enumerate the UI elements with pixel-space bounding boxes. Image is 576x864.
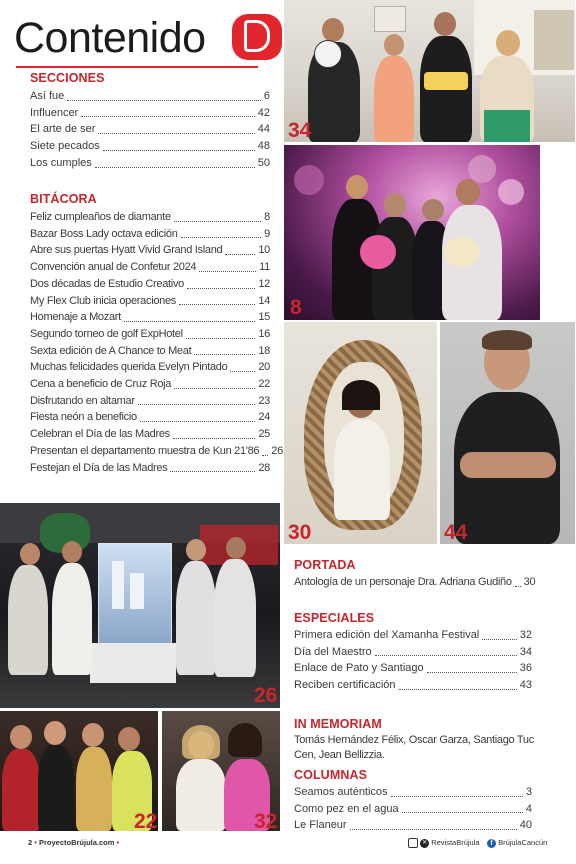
columnas-heading: COLUMNAS	[294, 768, 368, 782]
photo-classroom	[284, 0, 575, 142]
toc-page: 40	[519, 819, 532, 832]
photo-page-number: 8	[290, 296, 302, 319]
photo-two-women-festival	[162, 711, 280, 831]
toc-page: 24	[258, 411, 270, 424]
toc-leader	[81, 116, 254, 117]
in-memoriam-heading: IN MEMORIAM	[294, 717, 382, 731]
toc-label: Reciben certificación	[294, 679, 396, 692]
toc-leader	[187, 288, 255, 289]
toc-entry[interactable]	[30, 242, 270, 259]
toc-leader	[67, 100, 261, 101]
toc-entry[interactable]	[294, 801, 532, 818]
toc-page: 25	[258, 428, 270, 441]
toc-page: 14	[258, 294, 270, 307]
toc-entry[interactable]	[30, 88, 270, 105]
toc-page: 16	[258, 327, 270, 340]
especiales-heading: ESPECIALES	[294, 611, 375, 625]
toc-label: Bazar Boss Lady octava edición	[30, 227, 178, 240]
toc-label: Cena a beneficio de Cruz Roja	[30, 378, 172, 391]
toc-page: 12	[258, 277, 270, 290]
toc-leader	[515, 586, 521, 587]
footer-site[interactable]: ProyectoBrújula.com	[39, 838, 115, 847]
photo-man-black-shirt	[440, 322, 575, 544]
toc-leader	[140, 421, 256, 422]
toc-page: 3	[525, 786, 532, 798]
toc-page: 23	[258, 394, 270, 407]
toc-label: My Flex Club inicia operaciones	[30, 294, 176, 307]
toc-label: Presentan el departamento muestra de Kun 21'86	[30, 444, 260, 457]
toc-label: Enlace de Pato y Santiago	[294, 662, 424, 675]
photo-page-number: 44	[444, 521, 468, 544]
photo-page-number: 26	[254, 684, 278, 707]
toc-entry[interactable]	[294, 677, 532, 694]
toc-page: 4	[525, 802, 532, 815]
toc-page: 48	[257, 140, 270, 153]
toc-page: 42	[257, 106, 270, 119]
toc-page: 44	[257, 123, 270, 136]
toc-page: 50	[257, 156, 270, 169]
toc-entry[interactable]	[30, 443, 283, 460]
toc-label: Le Flaneur	[294, 819, 347, 832]
toc-entry[interactable]	[30, 309, 270, 326]
toc-leader	[402, 812, 523, 813]
toc-label: Seamos auténticos	[294, 786, 388, 798]
toc-label: Muchas felicidades querida Evelyn Pintado	[30, 361, 228, 374]
toc-entry[interactable]	[30, 393, 270, 410]
facebook-icon: f	[487, 839, 496, 848]
toc-label: Primera edición del Xamanha Festival	[294, 629, 480, 641]
toc-leader	[399, 689, 517, 690]
toc-leader	[103, 150, 255, 151]
toc-leader	[230, 371, 255, 372]
photo-page-number: 30	[288, 521, 312, 544]
toc-leader	[482, 639, 516, 640]
toc-label: Día del Maestro	[294, 645, 372, 658]
toc-leader	[174, 388, 255, 389]
toc-label: Sexta edición de A Chance to Meat	[30, 344, 192, 357]
toc-entry[interactable]	[30, 460, 270, 477]
toc-label: Convención anual de Confetur 2024	[30, 261, 197, 274]
toc-leader	[199, 271, 256, 272]
toc-label: Dos décadas de Estudio Creativo	[30, 277, 184, 290]
photo-four-women	[0, 711, 158, 831]
secciones-list	[30, 88, 270, 172]
toc-label: Los cumples	[30, 156, 92, 169]
toc-entry[interactable]	[294, 644, 532, 661]
toc-entry[interactable]	[30, 326, 270, 343]
toc-page: 9	[264, 227, 270, 240]
photo-page-number: 32	[254, 810, 278, 831]
toc-leader	[138, 404, 256, 405]
toc-page: 22	[258, 378, 270, 391]
toc-label: El arte de ser	[30, 123, 96, 136]
toc-leader	[262, 455, 268, 456]
instagram-icon	[408, 838, 418, 848]
toc-entry[interactable]	[30, 121, 270, 138]
toc-leader	[375, 655, 517, 656]
toc-entry[interactable]	[294, 660, 532, 677]
toc-label: Influencer	[30, 106, 79, 119]
title-underline	[16, 66, 258, 68]
footer-bullet: •	[34, 838, 37, 847]
toc-label: Celebran el Día de las Madres	[30, 428, 170, 441]
toc-entry[interactable]	[30, 376, 270, 393]
toc-label: Homenaje a Mozart	[30, 311, 121, 324]
photo-page-number: 34	[288, 119, 312, 142]
toc-label: Fiesta neón a beneficio	[30, 411, 137, 424]
social-handle-2: BrújulaCancún	[498, 838, 548, 847]
toc-label: Como pez en el agua	[294, 802, 399, 815]
portada-list	[294, 574, 536, 591]
toc-leader	[186, 338, 256, 339]
toc-leader	[170, 471, 255, 472]
toc-entry[interactable]	[294, 784, 532, 801]
page-title: Contenido	[14, 14, 206, 62]
toc-entry[interactable]	[30, 209, 270, 226]
toc-leader	[98, 133, 254, 134]
portada-heading: PORTADA	[294, 558, 356, 572]
toc-page: 20	[258, 361, 270, 374]
footer-social-2[interactable]	[487, 838, 547, 848]
toc-label: Abre sus puertas Hyatt Vivid Grand Island	[30, 244, 223, 257]
toc-entry[interactable]	[30, 138, 270, 155]
footer-page-number: 2	[28, 838, 33, 847]
toc-entry[interactable]	[30, 226, 270, 243]
toc-page: 10	[258, 244, 270, 257]
in-memoriam-text: Tomás Hernández Félix, Oscar Garza, Santiago Tuc Cen, Jean Bellizzia.	[294, 734, 534, 761]
toc-leader	[124, 321, 255, 322]
toc-page: 15	[258, 311, 270, 324]
toc-label: Feliz cumpleaños de diamante	[30, 211, 171, 223]
toc-label: Antología de un personaje Dra. Adriana Gudiño	[294, 576, 512, 588]
brujula-logo-icon	[232, 14, 282, 60]
toc-label: Segundo torneo de golf ExpHotel	[30, 327, 183, 340]
photo-pink-party	[284, 145, 540, 320]
x-icon: ✕	[422, 839, 428, 846]
toc-page: 18	[258, 344, 270, 357]
columnas-list	[294, 784, 532, 834]
bitacora-heading: BITÁCORA	[30, 192, 97, 206]
toc-page: 28	[258, 461, 270, 474]
toc-leader	[173, 438, 255, 439]
page-title-block	[14, 12, 284, 64]
toc-entry[interactable]	[294, 574, 536, 591]
toc-label: Así fue	[30, 90, 65, 102]
toc-page: 43	[519, 679, 532, 692]
toc-leader	[427, 672, 517, 673]
footer-left	[28, 838, 119, 847]
photo-page-number: 22	[134, 810, 158, 831]
toc-page: 34	[519, 645, 532, 658]
toc-entry[interactable]	[30, 359, 270, 376]
toc-page: 32	[519, 629, 532, 641]
toc-leader	[179, 304, 255, 305]
toc-label: Disfrutando en altamar	[30, 394, 135, 407]
bitacora-list	[30, 209, 283, 476]
toc-leader	[391, 796, 523, 797]
photo-model-presentation	[0, 503, 280, 708]
toc-entry[interactable]	[30, 426, 270, 443]
footer-social-1[interactable]	[408, 838, 480, 848]
toc-leader	[174, 221, 261, 222]
toc-leader	[225, 254, 255, 255]
toc-leader	[350, 829, 517, 830]
toc-label: Siete pecados	[30, 140, 100, 153]
toc-page: 11	[259, 261, 270, 274]
toc-leader	[95, 167, 255, 168]
toc-entry[interactable]	[30, 105, 270, 122]
toc-entry[interactable]	[30, 259, 270, 276]
toc-page: 8	[264, 211, 270, 223]
toc-entry[interactable]	[30, 343, 270, 360]
social-handle-1: RevistaBrújula	[431, 838, 480, 847]
toc-entry[interactable]	[30, 293, 270, 310]
footer-bullet: •	[116, 838, 120, 847]
secciones-heading: SECCIONES	[30, 71, 105, 85]
toc-leader	[194, 354, 255, 355]
toc-label: Festejan el Día de las Madres	[30, 461, 168, 474]
toc-entry[interactable]	[294, 627, 532, 644]
toc-entry[interactable]	[30, 409, 270, 426]
toc-entry[interactable]	[30, 155, 270, 172]
toc-page: 30	[523, 576, 536, 588]
photo-cover-woman	[284, 322, 437, 544]
toc-page: 6	[263, 90, 270, 102]
toc-entry[interactable]	[294, 817, 532, 834]
toc-leader	[181, 237, 262, 238]
toc-page: 26	[271, 444, 283, 457]
toc-page: 36	[519, 662, 532, 675]
toc-entry[interactable]	[30, 276, 270, 293]
especiales-list	[294, 627, 532, 694]
